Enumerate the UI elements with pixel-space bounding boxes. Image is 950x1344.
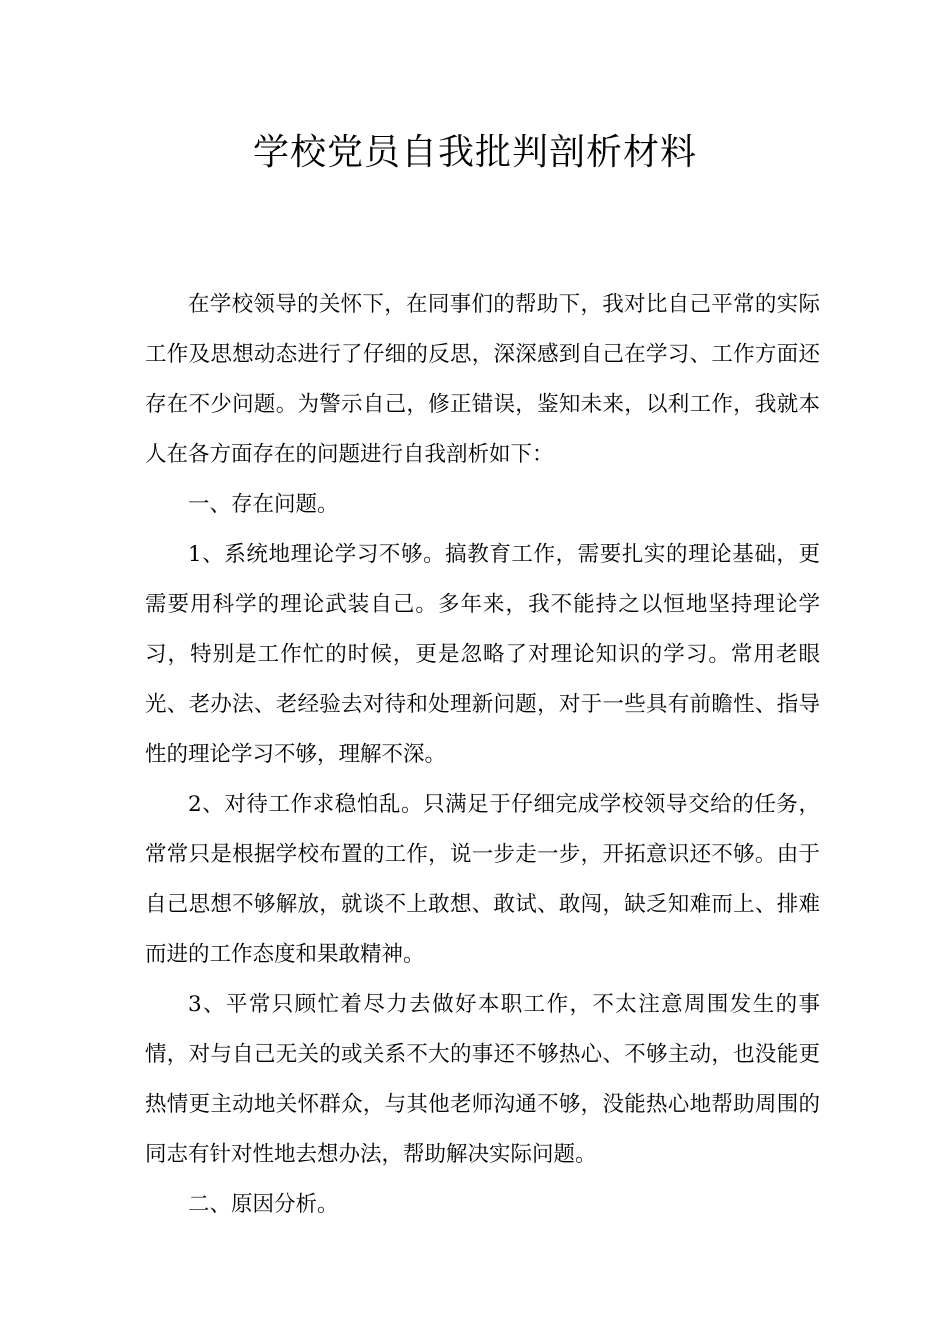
document-title: 学校党员自我批判剖析材料 — [252, 132, 697, 173]
section-heading-problems: 一、存在问题。 — [188, 492, 339, 517]
paragraph-intro: 在学校领导的关怀下，在同事们的帮助下，我对比自己平常的实际工作及思想动态进行了仔细的反思，深深感到自己在学习、工作方面还存在不少问题。为警示自己，修正错误，鉴知未来，以利工作，我就本人在各方面存在的问题进行自我剖析如下： — [145, 292, 820, 467]
document-body — [145, 280, 820, 1230]
paragraph-item-3: 3、平常只顾忙着尽力去做好本职工作，不太注意周围发生的事情，对与自己无关的或关系不大的事还不够热心、不够主动，也没能更热情更主动地关怀群众，与其他老师沟通不够，没能热心地帮助周围的同志有针对性地去想办法，帮助解决实际问题。 — [145, 992, 820, 1167]
paragraph-item-1: 1、系统地理论学习不够。搞教育工作，需要扎实的理论基础，更需要用科学的理论武装自己。多年来，我不能持之以恒地坚持理论学习，特别是工作忙的时候，更是忽略了对理论知识的学习。常用老眼光、老办法、老经验去对待和处理新问题，对于一些具有前瞻性、指导性的理论学习不够，理解不深。 — [145, 542, 820, 767]
paragraph-item-2: 2、对待工作求稳怕乱。只满足于仔细完成学校领导交给的任务，常常只是根据学校布置的工作，说一步走一步，开拓意识还不够。由于自己思想不够解放，就谈不上敢想、敢试、敢闯，缺乏知难而上、排难而进的工作态度和果敢精神。 — [145, 792, 820, 967]
section-heading-causes: 二、原因分析。 — [188, 1192, 339, 1217]
